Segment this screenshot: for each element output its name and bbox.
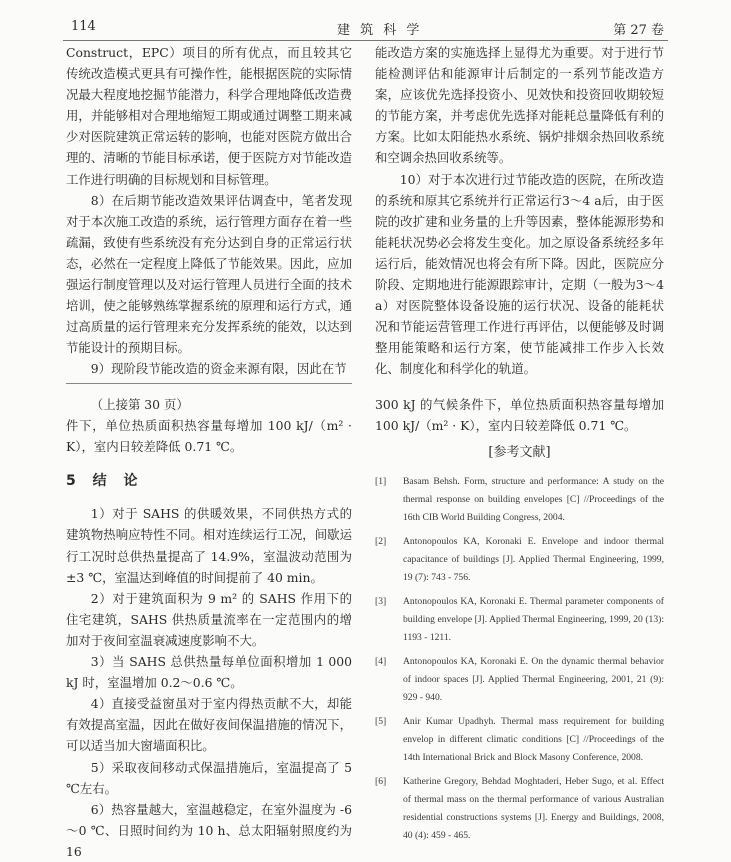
paragraph: 4）直接受益窗虽对于室内得热贡献不大，却能有效提高室温，因此在做好夜间保温措施的情况下，可以适当加大窗墙面积比。 xyxy=(66,696,352,754)
reference-item xyxy=(375,653,664,707)
paragraph: Construct，EPC）项目的所有优点，而且较其它传统改造模式更具有可操作性，能根据医院的实际情况最大程度地挖掘节能潜力，科学合理地降低改造费用，并能够相对合理地缩短工期或通过调整工期来减少对医院建筑正常运转的影响，也能对医院方做出合理的、清晰的节能目标承诺，便于医院方对节能改造工作进行明确的目标规划和目标管理。 xyxy=(66,45,352,187)
bottom-left-column xyxy=(66,394,352,862)
bottom-right-column xyxy=(375,394,664,851)
paragraph: 件下，单位热质面积热容量每增加 100 kJ/（m² · K），室内日较差降低 0.71 ℃。 xyxy=(66,418,352,455)
reference-number: [3] xyxy=(375,596,387,608)
paragraph: 9）现阶段节能改造的资金来源有限，因此在节 xyxy=(90,361,347,377)
reference-number: [5] xyxy=(375,716,387,728)
paragraph: 能改造方案的实施选择上显得尤为重要。对于进行节能检测评估和能源审计后制定的一系列节能改造方案，应该优先选择投资小、见效快和投资回收期较短的节能方案，并考虑优先选择对能耗总量降低有利的方案。比如太阳能热水系统、锅炉排烟余热回收系统和空调余热回收系统等。 xyxy=(375,45,664,166)
reference-text: Antonopoulos KA, Koronaki E. On the dynamic thermal behavior of indoor spaces [J]. Applied Thermal Engineering, 2001, 21 (9): 929 - 940. xyxy=(403,656,664,704)
reference-text: Antonopoulos KA, Koronaki E. Envelope and indoor thermal capacitance of buildings [J]. Applied Thermal Engineering, 1999, 19 (7): 743 - 756. xyxy=(403,536,664,584)
reference-text: Basam Behsh. Form, structure and performance: A study on the thermal response on building envelopes [C] //Proceedings of the 16th CIB World Building Congress, 2004. xyxy=(403,476,664,524)
paragraph: 1）对于 SAHS 的供暖效果，不同供热方式的建筑物热响应特性不同。相对连续运行工况，间歇运行工况时总供热量提高了 14.9%，室温波动范围为±3 ℃，室温达到峰值的时间提前了 40 min。 xyxy=(66,506,352,585)
reference-item xyxy=(375,773,664,845)
paragraph: 6）热容量越大，室温越稳定，在室外温度为 -6～0 ℃、日照时间约为 10 h、总太阳辐射照度约为 16 xyxy=(66,801,352,859)
reference-item xyxy=(375,713,664,767)
top-left-column xyxy=(66,42,352,380)
reference-item xyxy=(375,473,664,527)
section-divider xyxy=(66,383,352,384)
running-header xyxy=(63,14,668,41)
paragraph: 10）对于本次进行过节能改造的医院，在所改造的系统和原其它系统并行正常运行3～4 a后，由于医院的改扩建和业务量的上升等因素，整体能源形势和能耗状况势必会将发生变化。加之原设备系统经多年运行后，能效情况也将会有所下降。因此，医院应分阶段、定期地进行能源跟踪审计，定期（一般为3～4 a）对医院整体设备设施的运行状况、设备的能耗状况和节能运营管理工作进行再评估，以便能够及时调整用能策略和运行方案，使节能减排工作步入长效化、制度化和科学化的轨道。 xyxy=(375,171,664,377)
reference-text: Katherine Gregory, Behdad Moghtaderi, Heber Sugo, et al. Effect of thermal mass on the thermal performance of various Australian residential constructions systems [J]. Energy and Buildings, 2008, 40 (4): 459 - 465. xyxy=(403,776,664,842)
reference-text: Anir Kumar Upadhyh. Thermal mass requirement for building envelop in different climatic conditions [C] //Proceedings of the 14th International Brick and Block Masony Conference, 2008. xyxy=(403,716,664,764)
paragraph: 3）当 SAHS 总供热量每单位面积增加 1 000 kJ 时，室温增加 0.2～0.6 ℃。 xyxy=(66,654,352,691)
top-right-column xyxy=(375,42,664,380)
reference-number: [6] xyxy=(375,776,387,788)
references-heading: [参考文献] xyxy=(488,445,551,461)
reference-number: [4] xyxy=(375,656,387,668)
journal-title: 建 筑 科 学 xyxy=(337,23,423,38)
reference-item xyxy=(375,533,664,587)
reference-item xyxy=(375,593,664,647)
section-heading: 5 结 论 xyxy=(66,473,144,490)
paragraph: 8）在后期节能改造效果评估调查中，笔者发现对于本次施工改造的系统，运行管理方面存在着一些疏漏，致使有些系统没有充分达到自身的正常运行状态，必然在一定程度上降低了节能效果。因此，应加强运行制度管理以及对运行管理人员进行全面的技术培训，使之能够熟练掌握系统的原理和运行方式，通过高质量的运行管理来充分发挥系统的能效，以达到节能设计的预期目标。 xyxy=(66,192,352,356)
paragraph: 5）采取夜间移动式保温措施后，室温提高了 5 ℃左右。 xyxy=(66,759,352,796)
reference-text: Antonopoulos KA, Koronaki E. Thermal parameter components of building envelope [J]. Applied Thermal Engineering, 1999, 20 (13): 1193 - 1211. xyxy=(403,596,664,644)
paragraph: 2）对于建筑面积为 9 m² 的 SAHS 作用下的住宅建筑，SAHS 供热质量流率在一定范围内的增加对于夜间室温衰减速度影响不大。 xyxy=(66,590,352,648)
reference-number: [1] xyxy=(375,476,387,488)
volume-label: 第 27 卷 xyxy=(613,23,664,38)
page-number: 114 xyxy=(71,19,96,34)
reference-number: [2] xyxy=(375,536,387,548)
paragraph: 300 kJ 的气候条件下，单位热质面积热容量每增加 100 kJ/（m² · K），室内日较差降低 0.71 ℃。 xyxy=(375,397,664,434)
continued-note: （上接第 30 页） xyxy=(90,397,189,412)
